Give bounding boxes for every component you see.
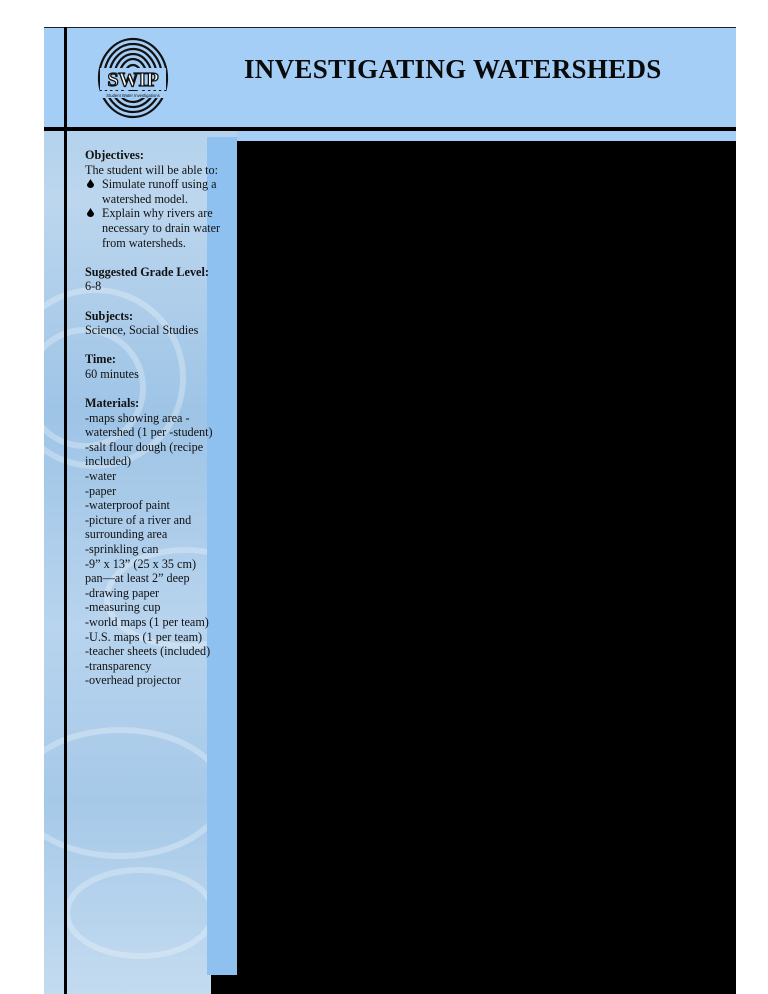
list-item: -teacher sheets (included) [85,644,211,659]
list-item: -transparency [85,658,152,673]
list-item [85,206,225,250]
list-item: -overhead projector [85,673,181,688]
list-item: surrounding area [85,527,168,542]
objectives-list [85,177,225,250]
list-item: -world maps (1 per team) [85,615,209,629]
fingerprint-logo-icon [94,36,172,120]
objective-text: Explain why rivers are necessary to drain water from watersheds. [102,206,221,250]
list-item: pan—at least 2” deep [85,571,190,586]
list-item: included) [85,454,132,469]
grade-heading: Suggested Grade Level: [85,264,209,279]
objectives-section [85,148,225,250]
list-item: watershed (1 per -student) [85,425,213,440]
time-section [85,352,225,381]
objectives-heading: Objectives: [85,148,144,162]
subjects-heading: Subjects: [85,308,134,323]
water-drop-icon [87,179,94,188]
list-item: -salt flour dough (recipe [85,439,204,454]
header-band [44,27,736,131]
sidebar-info [85,148,225,703]
list-item: -maps showing area - [85,410,190,425]
page-title: INVESTIGATING WATERSHEDS [244,54,662,84]
list-item: -paper [85,483,117,498]
main-content-panel [237,141,736,994]
subjects-section [85,309,225,338]
grade-section [85,265,225,294]
time-heading: Time: [85,352,116,367]
logo-text: SWIP [107,69,159,91]
list-item: -water [85,469,117,484]
logo-subtext: Student Water Investigations [106,93,160,98]
subjects-value: Science, Social Studies [85,323,199,338]
vertical-rule [64,27,67,994]
list-item: -U.S. maps (1 per team) [85,629,203,644]
list-item: -waterproof paint [85,498,170,513]
header-underband [237,131,736,141]
list-item [85,177,225,206]
objectives-intro: The student will be able to: [85,162,219,177]
time-value: 60 minutes [85,366,139,381]
materials-list [85,411,225,688]
list-item: -sprinkling can [85,542,159,557]
materials-heading: Materials: [85,396,140,411]
list-item: -drawing paper [85,585,160,600]
footer-block [211,975,237,994]
worksheet-page [44,27,736,994]
water-drop-icon [87,208,94,217]
grade-value: 6-8 [85,279,102,294]
list-item: -picture of a river and [85,512,192,527]
list-item: -measuring cup [85,600,161,615]
list-item: -9” x 13” (25 x 35 cm) [85,556,197,571]
objective-text: Simulate runoff using a watershed model. [102,177,217,206]
materials-section [85,396,225,688]
